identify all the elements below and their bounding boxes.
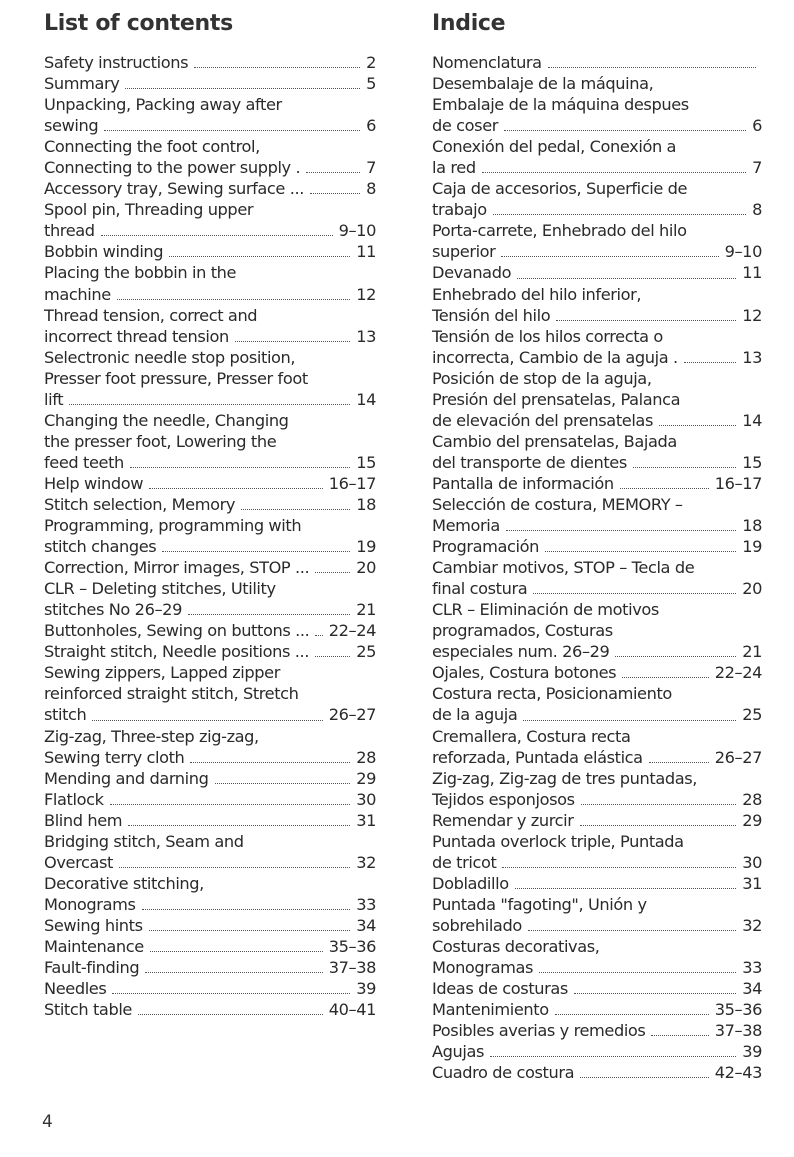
toc-entry: [432, 810, 762, 831]
toc-entry-title-line: Correction, Mirror images, STOP ...: [44, 558, 310, 578]
toc-entry-title-line: Spool pin, Threading upper: [44, 200, 254, 220]
toc-entry: [432, 978, 762, 999]
toc-entry-title-line: Costuras decorativas,: [432, 936, 600, 956]
dot-leader: [517, 278, 736, 279]
toc-entry: [44, 999, 376, 1020]
toc-entry-page: 13: [742, 347, 762, 367]
dot-leader: [501, 256, 718, 257]
toc-entry-page: 30: [742, 852, 762, 872]
toc-entry: [44, 494, 376, 515]
toc-entry-title-line: de coser: [432, 116, 499, 136]
toc-entry-title-line: Puntada overlock triple, Puntada: [432, 831, 684, 851]
toc-entry-title-line: Cuadro de costura: [432, 1063, 575, 1083]
toc-entry-title-line: sobrehilado: [432, 915, 522, 935]
dot-leader: [92, 720, 322, 721]
toc-entry-page: 37–38: [328, 958, 376, 978]
toc-entry-page: 34: [742, 979, 762, 999]
toc-entry: [432, 768, 762, 810]
toc-entry-title-line: Unpacking, Packing away after: [44, 95, 282, 115]
dot-leader: [119, 867, 350, 868]
toc-entry-page: 20: [742, 579, 762, 599]
toc-entry-page: 29: [742, 810, 762, 830]
toc-entry-page: 29: [356, 768, 376, 788]
toc-entry-title-line: Selectronic needle stop position,: [44, 347, 296, 367]
toc-entry-title-line: Thread tension, correct and: [44, 305, 258, 325]
dot-leader: [128, 825, 350, 826]
dot-leader: [310, 193, 360, 194]
toc-entry-title-line: the presser foot, Lowering the: [44, 431, 277, 451]
toc-entry: [432, 873, 762, 894]
toc-entry: [432, 178, 762, 220]
toc-entry-page: 31: [742, 873, 762, 893]
toc-entry: [432, 726, 762, 768]
toc-entry-title-line: Decorative stitching,: [44, 873, 204, 893]
dot-leader: [306, 172, 360, 173]
dot-leader: [504, 130, 746, 131]
toc-entry-title-line: reforzada, Puntada elástica: [432, 747, 643, 767]
toc-entry-title-line: Dobladillo: [432, 873, 509, 893]
toc-entry: [44, 262, 376, 304]
toc-entry-page: 35–36: [714, 1000, 762, 1020]
toc-entry-page: 16–17: [714, 473, 762, 493]
toc-entry: [432, 368, 762, 431]
toc-entry-page: 28: [356, 747, 376, 767]
dot-leader: [315, 635, 322, 636]
toc-entry-page: 8: [366, 179, 376, 199]
dot-leader: [649, 762, 709, 763]
toc-entry-page: 14: [356, 389, 376, 409]
dot-leader: [110, 804, 351, 805]
toc-entry-title-line: stitches No 26–29: [44, 600, 182, 620]
toc-entry: [432, 52, 762, 73]
dot-leader: [502, 867, 736, 868]
toc-entry: [432, 999, 762, 1020]
toc-entry: [44, 557, 376, 578]
toc-entry: [432, 494, 762, 536]
toc-entry-page: 31: [356, 810, 376, 830]
toc-entry-title-line: Straight stitch, Needle positions ...: [44, 642, 310, 662]
toc-entry: [432, 431, 762, 473]
toc-entry-title-line: final costura: [432, 579, 528, 599]
toc-entry: [432, 262, 762, 283]
toc-entry-title-line: Posibles averias y remedios: [432, 1021, 646, 1041]
toc-entry: [44, 915, 376, 936]
toc-entry-title-line: incorrect thread tension: [44, 326, 229, 346]
dot-leader: [528, 930, 736, 931]
toc-entry-title-line: Tensión de los hilos correcta o: [432, 326, 663, 346]
toc-entry-page: 7: [366, 158, 376, 178]
toc-entry-title-line: Placing the bobbin in the: [44, 263, 237, 283]
toc-entry-title-line: Monograms: [44, 894, 136, 914]
toc-entry-page: 18: [742, 516, 762, 536]
dot-leader: [69, 404, 350, 405]
toc-entry-title-line: Puntada "fagoting", Unión y: [432, 894, 647, 914]
toc-entry: [44, 641, 376, 662]
dot-leader: [533, 593, 736, 594]
toc-entry-page: 32: [356, 852, 376, 872]
toc-entry-title-line: reinforced straight stitch, Stretch: [44, 684, 299, 704]
toc-entry: [44, 347, 376, 410]
toc-entry: [44, 726, 376, 768]
dot-leader: [523, 720, 736, 721]
toc-entry-page: 35–36: [328, 936, 376, 956]
toc-entry-title-line: Programming, programming with: [44, 516, 302, 536]
toc-entry-page: 12: [742, 305, 762, 325]
toc-entry-title-line: Needles: [44, 979, 107, 999]
toc-entry-title-line: Presión del prensatelas, Palanca: [432, 389, 681, 409]
toc-entry-title-line: la red: [432, 158, 476, 178]
toc-entry: [44, 810, 376, 831]
toc-entry-title-line: Connecting the foot control,: [44, 137, 260, 157]
toc-entry-title-line: Connecting to the power supply .: [44, 158, 301, 178]
dot-leader: [581, 804, 737, 805]
contents-column-spanish: [432, 6, 762, 1083]
toc-entry: [44, 199, 376, 241]
toc-entry-title-line: Changing the needle, Changing: [44, 410, 289, 430]
toc-entry: [44, 305, 376, 347]
toc-entry-page: 7: [752, 158, 762, 178]
toc-entry-title-line: Sewing terry cloth: [44, 747, 185, 767]
toc-entry-page: 42–43: [714, 1063, 762, 1083]
toc-entry-title-line: stitch: [44, 705, 87, 725]
toc-entry-page: 30: [356, 789, 376, 809]
indice-list: [432, 52, 762, 1083]
toc-entry-page: 39: [356, 979, 376, 999]
toc-entry-title-line: de elevación del prensatelas: [432, 410, 653, 430]
toc-entry-title-line: del transporte de dientes: [432, 452, 627, 472]
toc-entry-page: 6: [366, 116, 376, 136]
toc-entry: [432, 683, 762, 725]
dot-leader: [149, 488, 323, 489]
toc-entry-page: 12: [356, 284, 376, 304]
toc-entry-page: 5: [366, 74, 376, 94]
toc-entry: [44, 515, 376, 557]
dot-leader: [556, 320, 736, 321]
toc-entry-title-line: sewing: [44, 116, 99, 136]
dot-leader: [493, 214, 746, 215]
toc-entry-title-line: Conexión del pedal, Conexión a: [432, 137, 677, 157]
dot-leader: [482, 172, 746, 173]
toc-entry-title-line: Cremallera, Costura recta: [432, 726, 631, 746]
toc-entry-title-line: Mending and darning: [44, 768, 209, 788]
dot-leader: [651, 1035, 708, 1036]
toc-entry-title-line: Agujas: [432, 1042, 485, 1062]
dot-leader: [188, 614, 350, 615]
toc-entry: [432, 220, 762, 262]
toc-entry: [432, 1020, 762, 1041]
toc-entry: [44, 789, 376, 810]
dot-leader: [315, 656, 350, 657]
toc-entry-title-line: Fault-finding: [44, 958, 140, 978]
dot-leader: [684, 362, 736, 363]
toc-entry-title-line: Flatlock: [44, 789, 104, 809]
toc-entry-title-line: trabajo: [432, 200, 487, 220]
toc-entry-title-line: Zig-zag, Three-step zig-zag,: [44, 726, 259, 746]
toc-entry-page: 25: [356, 642, 376, 662]
dot-leader: [104, 130, 360, 131]
toc-entry-page: 15: [742, 452, 762, 472]
toc-entry-title-line: thread: [44, 221, 95, 241]
toc-entry-title-line: Mantenimiento: [432, 1000, 549, 1020]
toc-entry-title-line: Safety instructions: [44, 53, 189, 72]
toc-entry-page: 11: [356, 242, 376, 262]
toc-entry: [432, 136, 762, 178]
contents-list: [44, 52, 376, 1020]
dot-leader: [101, 235, 333, 236]
toc-entry-title-line: Buttonholes, Sewing on buttons ...: [44, 621, 310, 641]
toc-entry-page: 40–41: [328, 1000, 376, 1020]
dot-leader: [539, 972, 736, 973]
toc-entry-title-line: Overcast: [44, 852, 113, 872]
toc-entry-page: 11: [742, 263, 762, 283]
dot-leader: [149, 930, 351, 931]
toc-entry-title-line: incorrecta, Cambio de la aguja .: [432, 347, 678, 367]
toc-entry: [432, 557, 762, 599]
toc-entry: [432, 662, 762, 683]
toc-entry-page: 21: [356, 600, 376, 620]
toc-entry: [432, 473, 762, 494]
dot-leader: [615, 656, 736, 657]
dot-leader: [241, 509, 350, 510]
toc-entry-page: 39: [742, 1042, 762, 1062]
toc-entry-title-line: Stitch table: [44, 1000, 132, 1020]
dot-leader: [130, 467, 350, 468]
toc-entry-page: 20: [356, 558, 376, 578]
toc-entry-page: 8: [752, 200, 762, 220]
toc-entry-title-line: Embalaje de la máquina despues: [432, 95, 689, 115]
dot-leader: [315, 572, 350, 573]
toc-entry-page: 32: [742, 915, 762, 935]
toc-entry: [44, 873, 376, 915]
toc-entry-page: 37–38: [714, 1021, 762, 1041]
toc-entry: [44, 768, 376, 789]
toc-entry-page: 26–27: [714, 747, 762, 767]
toc-entry-title-line: Tejidos esponjosos: [432, 789, 575, 809]
dot-leader: [574, 993, 736, 994]
dot-leader: [194, 67, 360, 68]
toc-entry-page: 25: [742, 705, 762, 725]
toc-entry-title-line: Stitch selection, Memory: [44, 494, 236, 514]
toc-entry: [44, 957, 376, 978]
toc-entry-page: 13: [356, 326, 376, 346]
toc-entry-title-line: Ideas de costuras: [432, 979, 568, 999]
toc-entry: [432, 73, 762, 136]
toc-entry-page: 18: [356, 494, 376, 514]
toc-entry-title-line: Programación: [432, 537, 539, 557]
dot-leader: [515, 888, 736, 889]
toc-entry-page: 19: [742, 537, 762, 557]
dot-leader: [162, 551, 350, 552]
toc-entry-page: 33: [356, 894, 376, 914]
toc-entry-title-line: Desembalaje de la máquina,: [432, 74, 654, 94]
toc-entry-page: 14: [742, 410, 762, 430]
toc-entry: [44, 662, 376, 725]
toc-entry-title-line: Devanado: [432, 263, 512, 283]
toc-entry-title-line: feed teeth: [44, 452, 124, 472]
toc-entry-title-line: Costura recta, Posicionamiento: [432, 684, 672, 704]
toc-entry: [432, 1041, 762, 1062]
dot-leader: [555, 1014, 709, 1015]
toc-entry: [432, 936, 762, 978]
toc-entry-page: 22–24: [714, 663, 762, 683]
toc-entry-page: 6: [752, 116, 762, 136]
toc-entry: [432, 326, 762, 368]
toc-entry-title-line: Bobbin winding: [44, 242, 164, 262]
toc-entry-page: 9–10: [338, 221, 376, 241]
toc-entry-page: 33: [742, 958, 762, 978]
toc-entry-title-line: Sewing hints: [44, 915, 143, 935]
toc-entry-title-line: Nomenclatura: [432, 53, 542, 72]
toc-entry-title-line: superior: [432, 242, 496, 262]
toc-entry-title-line: Accessory tray, Sewing surface ...: [44, 179, 304, 199]
toc-entry-title-line: Maintenance: [44, 936, 144, 956]
toc-entry: [44, 578, 376, 620]
toc-entry: [44, 73, 376, 94]
toc-entry: [44, 178, 376, 199]
toc-entry-title-line: de la aguja: [432, 705, 518, 725]
dot-leader: [235, 341, 350, 342]
toc-entry-page: 21: [742, 642, 762, 662]
dot-leader: [633, 467, 736, 468]
toc-entry-title-line: Posición de stop de la aguja,: [432, 368, 652, 388]
toc-entry-title-line: Zig-zag, Zig-zag de tres puntadas,: [432, 768, 698, 788]
toc-entry-title-line: Help window: [44, 473, 144, 493]
toc-entry-page: 28: [742, 789, 762, 809]
toc-entry-page: 22–24: [328, 621, 376, 641]
toc-entry-title-line: Memoria: [432, 516, 500, 536]
dot-leader: [150, 951, 323, 952]
toc-entry-title-line: lift: [44, 389, 64, 409]
toc-entry-page: 15: [356, 452, 376, 472]
toc-entry-title-line: Bridging stitch, Seam and: [44, 831, 244, 851]
dot-leader: [620, 488, 709, 489]
contents-column-english: [44, 6, 376, 1020]
toc-entry-title-line: de tricot: [432, 852, 497, 872]
toc-entry-title-line: Selección de costura, MEMORY –: [432, 494, 683, 514]
toc-entry-title-line: CLR – Eliminación de motivos: [432, 600, 659, 620]
toc-entry-title-line: Ojales, Costura botones: [432, 663, 617, 683]
dot-leader: [145, 972, 322, 973]
dot-leader: [659, 425, 736, 426]
toc-entry: [432, 599, 762, 662]
toc-entry-page: 2: [366, 53, 376, 72]
page-number: 4: [42, 1112, 53, 1132]
toc-entry-title-line: Tensión del hilo: [432, 305, 551, 325]
dot-leader: [545, 551, 736, 552]
toc-entry-title-line: programados, Costuras: [432, 621, 613, 641]
dot-leader: [622, 677, 709, 678]
toc-entry-title-line: Cambiar motivos, STOP – Tecla de: [432, 558, 695, 578]
toc-entry: [432, 1062, 762, 1083]
toc-entry: [432, 831, 762, 873]
toc-entry-title-line: Blind hem: [44, 810, 123, 830]
toc-entry-title-line: Remendar y zurcir: [432, 810, 574, 830]
toc-entry-title-line: Presser foot pressure, Presser foot: [44, 368, 308, 388]
dot-leader: [117, 299, 350, 300]
toc-entry: [44, 94, 376, 136]
dot-leader: [138, 1014, 323, 1015]
toc-entry: [44, 241, 376, 262]
toc-entry: [44, 831, 376, 873]
dot-leader: [142, 909, 351, 910]
dot-leader: [548, 67, 756, 68]
contents-heading: List of contents: [44, 11, 233, 36]
toc-entry-title-line: Summary: [44, 74, 120, 94]
toc-entry-page: 16–17: [328, 473, 376, 493]
dot-leader: [506, 530, 736, 531]
toc-entry-title-line: machine: [44, 284, 111, 304]
toc-entry: [44, 52, 376, 73]
toc-entry-title-line: Caja de accesorios, Superficie de: [432, 179, 688, 199]
dot-leader: [190, 762, 350, 763]
toc-entry-title-line: Sewing zippers, Lapped zipper: [44, 663, 280, 683]
toc-entry: [44, 620, 376, 641]
toc-entry-title-line: Cambio del prensatelas, Bajada: [432, 431, 677, 451]
toc-entry: [44, 136, 376, 178]
dot-leader: [112, 993, 350, 994]
toc-entry-title-line: Monogramas: [432, 958, 534, 978]
dot-leader: [169, 256, 350, 257]
toc-entry: [44, 936, 376, 957]
dot-leader: [490, 1056, 736, 1057]
toc-entry: [432, 894, 762, 936]
dot-leader: [215, 783, 351, 784]
toc-entry-title-line: Pantalla de información: [432, 473, 614, 493]
toc-entry: [432, 536, 762, 557]
toc-entry: [44, 410, 376, 473]
toc-entry-page: 19: [356, 537, 376, 557]
toc-entry-title-line: stitch changes: [44, 537, 157, 557]
toc-entry-page: 26–27: [328, 705, 376, 725]
toc-entry: [432, 284, 762, 326]
dot-leader: [125, 88, 360, 89]
dot-leader: [580, 825, 737, 826]
toc-entry-title-line: Porta-carrete, Enhebrado del hilo: [432, 221, 687, 241]
indice-heading: Indice: [432, 11, 506, 36]
toc-entry-page: 34: [356, 915, 376, 935]
toc-entry-title-line: especiales num. 26–29: [432, 642, 610, 662]
toc-entry: [44, 473, 376, 494]
toc-entry-title-line: Enhebrado del hilo inferior,: [432, 284, 642, 304]
toc-entry-page: 9–10: [724, 242, 762, 262]
dot-leader: [580, 1077, 709, 1078]
toc-entry-title-line: CLR – Deleting stitches, Utility: [44, 579, 276, 599]
toc-entry: [44, 978, 376, 999]
